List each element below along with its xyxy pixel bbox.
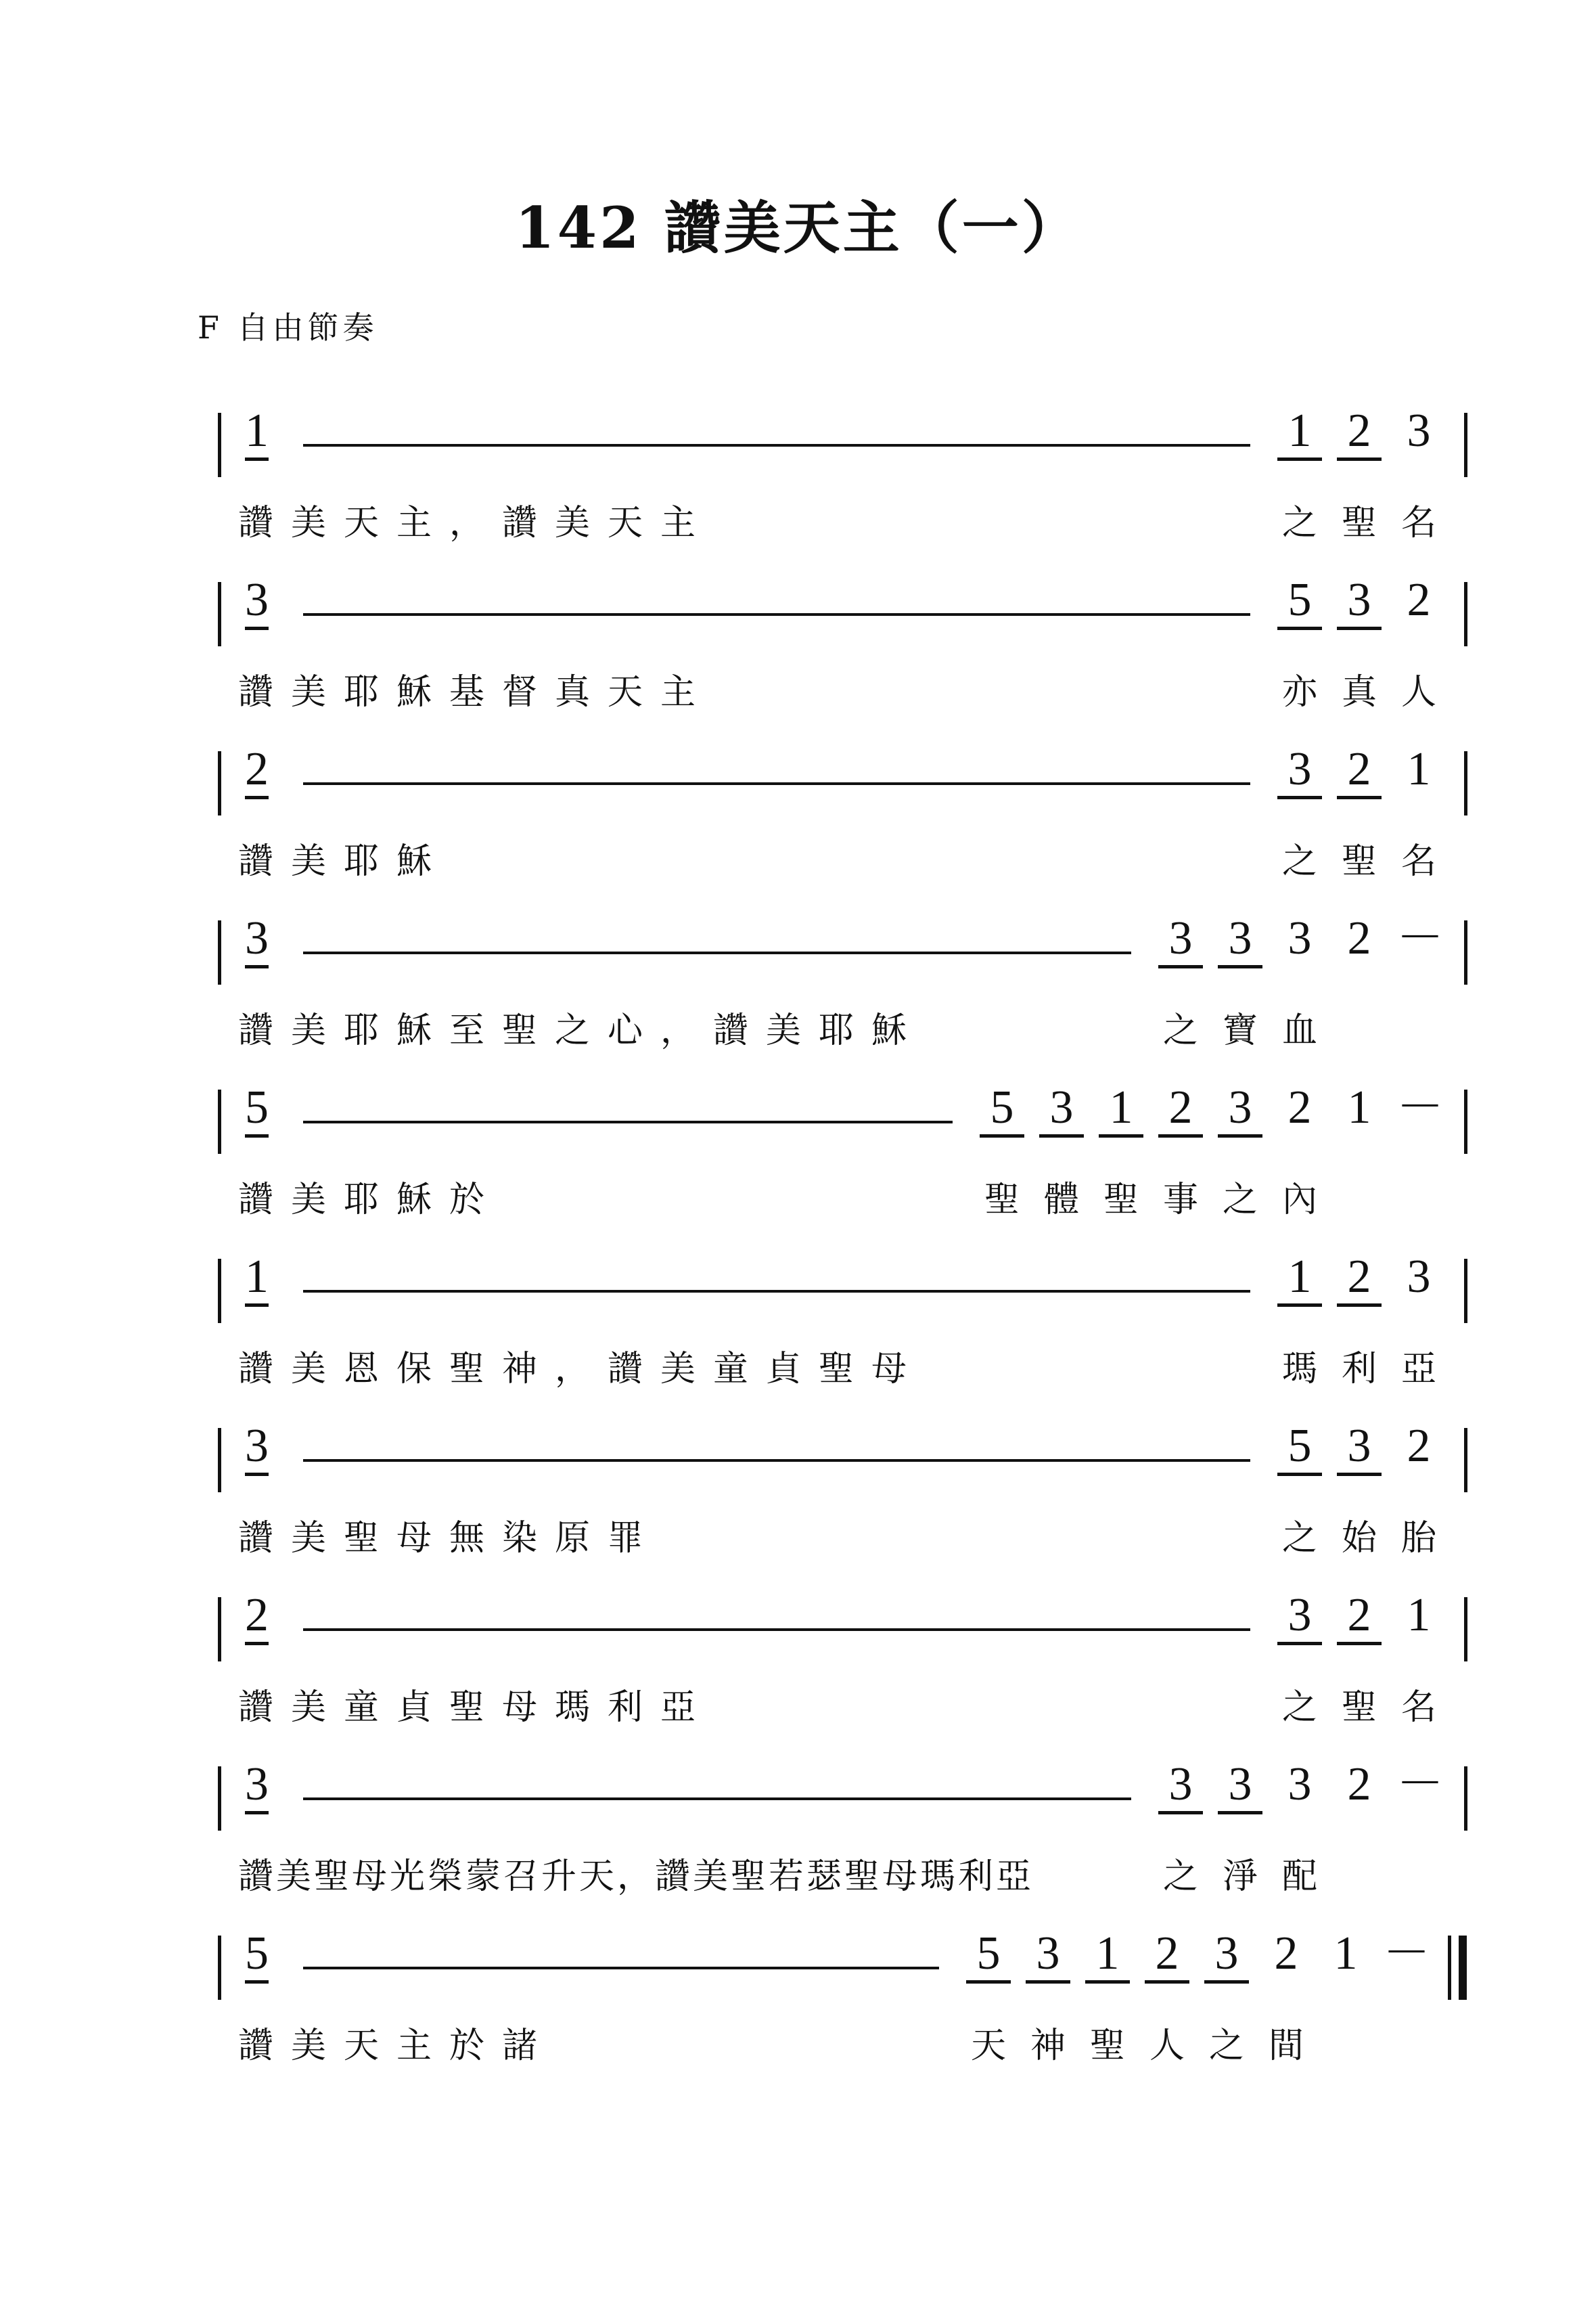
end-notes [1277, 1420, 1441, 1476]
lyric-char: 始 [1341, 1518, 1377, 1559]
hold-line [303, 1797, 1131, 1800]
end-notes [1158, 912, 1444, 968]
barline-right [1464, 1766, 1467, 1831]
end-notes [966, 1927, 1428, 1984]
barline-left [218, 1090, 221, 1154]
barline-left [218, 751, 221, 815]
note: 1 [1099, 1081, 1143, 1138]
lyric: 讚美耶穌至聖之心，讚美耶穌 [238, 1010, 925, 1051]
note: 2 [1407, 1420, 1431, 1472]
note: － [1383, 1927, 1430, 1980]
end-lyric [1158, 1848, 1322, 1898]
end-lyric [1277, 1678, 1441, 1729]
barline-right [1464, 1428, 1467, 1492]
lyric: 讚美耶穌基督真天主 [238, 672, 714, 713]
score-line [0, 399, 1596, 568]
lyric: 讚美耶穌於 [238, 1180, 503, 1220]
note: 1 [1277, 1251, 1322, 1307]
start-note: 5 [245, 1927, 269, 1984]
note: 2 [1347, 1758, 1371, 1810]
score-line [0, 907, 1596, 1076]
end-lyric [980, 1171, 1322, 1222]
barline-right [1464, 413, 1467, 477]
hold-line [303, 1628, 1250, 1631]
lyric-char: 之 [1222, 1180, 1258, 1220]
lyric-char: 神 [1030, 2026, 1066, 2066]
lyric-char: 亦 [1281, 672, 1317, 713]
start-note: 2 [245, 743, 269, 799]
score-line [0, 1584, 1596, 1753]
note: 5 [1277, 574, 1322, 630]
lyric-char: 人 [1400, 672, 1436, 713]
note: 2 [1337, 1589, 1382, 1645]
note: 1 [1407, 743, 1431, 795]
note: 2 [1337, 743, 1382, 799]
lyric-char: 之 [1281, 1518, 1317, 1559]
note: 2 [1145, 1927, 1189, 1984]
note: 3 [1337, 574, 1382, 630]
end-notes [980, 1081, 1444, 1138]
end-notes [1277, 405, 1441, 461]
start-note: 1 [245, 1251, 269, 1307]
end-lyric [1277, 1509, 1441, 1560]
lyric-char: 聖 [984, 1180, 1020, 1220]
lyric: 讚美聖母光榮蒙召升天，讚美聖若瑟聖母瑪利亞 [238, 1856, 1034, 1897]
end-lyric [1158, 1002, 1322, 1052]
lyric-char: 寶 [1222, 1010, 1258, 1051]
lyric-char: 聖 [1341, 841, 1377, 882]
score-line [0, 738, 1596, 907]
note: 3 [1158, 912, 1203, 968]
end-notes [1158, 1758, 1444, 1814]
hold-line [303, 952, 1131, 954]
note: 3 [1407, 405, 1431, 457]
note: 2 [1287, 1081, 1312, 1134]
lyric: 讚美天主於諸 [238, 2026, 555, 2066]
lyric-char: 體 [1043, 1180, 1079, 1220]
score-line [0, 1414, 1596, 1584]
lyric-char: 胎 [1400, 1518, 1436, 1559]
note: 3 [1218, 1758, 1262, 1814]
note: 3 [1407, 1251, 1431, 1303]
lyric-char: 之 [1281, 1687, 1317, 1728]
lyric-char: 聖 [1341, 503, 1377, 543]
lyric-char: 利 [1341, 1349, 1377, 1389]
end-notes [1277, 1251, 1441, 1307]
note: 3 [1039, 1081, 1084, 1138]
lyric-char: 之 [1162, 1856, 1198, 1897]
lyric-char: 內 [1281, 1180, 1317, 1220]
lyric-char: 事 [1162, 1180, 1198, 1220]
lyric-char: 名 [1400, 503, 1436, 543]
note: 5 [966, 1927, 1011, 1984]
note: 2 [1337, 405, 1382, 461]
end-notes [1277, 574, 1441, 630]
note: 5 [1277, 1420, 1322, 1476]
lyric-char: 瑪 [1281, 1349, 1317, 1389]
note: 1 [1085, 1927, 1130, 1984]
hold-line [303, 1290, 1250, 1293]
hold-line [303, 782, 1250, 785]
note: － [1396, 912, 1444, 964]
final-barline-thick [1459, 1936, 1467, 2000]
barline-left [218, 413, 221, 477]
end-lyric [966, 2017, 1308, 2068]
end-lyric [1277, 494, 1441, 545]
start-note: 3 [245, 574, 269, 630]
note: 1 [1407, 1589, 1431, 1641]
barline-left [218, 1936, 221, 2000]
note: － [1396, 1081, 1444, 1134]
note: 1 [1277, 405, 1322, 461]
barline-right [1464, 1597, 1467, 1661]
start-note: 1 [245, 405, 269, 461]
note: 3 [1277, 743, 1322, 799]
lyric: 讚美耶穌 [238, 841, 450, 882]
note: 2 [1274, 1927, 1298, 1980]
lyric: 讚美童貞聖母瑪利亞 [238, 1687, 714, 1728]
page-title: 142 讚美天主（一） [515, 194, 1081, 261]
note: 1 [1347, 1081, 1371, 1134]
barline-right [1464, 1259, 1467, 1323]
barline-right [1464, 582, 1467, 646]
hold-line [303, 613, 1250, 616]
note: 1 [1333, 1927, 1358, 1980]
barline-right [1464, 751, 1467, 815]
hold-line [303, 444, 1250, 447]
lyric-char: 聖 [1103, 1180, 1139, 1220]
lyric: 讚美恩保聖神，讚美童貞聖母 [238, 1349, 925, 1389]
note: 3 [1287, 912, 1312, 964]
final-barline-thin [1448, 1936, 1451, 2000]
note: 3 [1158, 1758, 1203, 1814]
barline-left [218, 1597, 221, 1661]
lyric-char: 之 [1162, 1010, 1198, 1051]
note: 5 [980, 1081, 1024, 1138]
lyric: 讚美天主，讚美天主 [238, 503, 714, 543]
start-note: 5 [245, 1081, 269, 1138]
barline-right [1464, 1090, 1467, 1154]
lyric-char: 真 [1341, 672, 1377, 713]
end-notes [1277, 743, 1441, 799]
note: 3 [1218, 912, 1262, 968]
barline-left [218, 1766, 221, 1831]
note: 2 [1158, 1081, 1203, 1138]
note: 3 [1277, 1589, 1322, 1645]
note: 3 [1337, 1420, 1382, 1476]
note: 3 [1218, 1081, 1262, 1138]
lyric: 讚美聖母無染原罪 [238, 1518, 661, 1559]
start-note: 2 [245, 1589, 269, 1645]
barline-left [218, 1428, 221, 1492]
lyric-char: 聖 [1341, 1687, 1377, 1728]
lyric-char: 之 [1281, 841, 1317, 882]
start-note: 3 [245, 1420, 269, 1476]
score-line [0, 1753, 1596, 1922]
score-line [0, 1076, 1596, 1245]
lyric-char: 人 [1149, 2026, 1185, 2066]
note: 2 [1337, 1251, 1382, 1307]
note: 3 [1287, 1758, 1312, 1810]
lyric-char: 血 [1281, 1010, 1317, 1051]
lyric-char: 配 [1281, 1856, 1317, 1897]
score-line [0, 568, 1596, 738]
barline-left [218, 582, 221, 646]
tempo-marking: F 自由節奏 [198, 309, 378, 346]
lyric-char: 名 [1400, 841, 1436, 882]
hold-line [303, 1967, 939, 1969]
barline-right [1464, 920, 1467, 985]
score-line [0, 1245, 1596, 1414]
note: 3 [1026, 1927, 1070, 1984]
lyric-char: 名 [1400, 1687, 1436, 1728]
hold-line [303, 1459, 1250, 1462]
lyric-char: 之 [1208, 2026, 1244, 2066]
barline-left [218, 920, 221, 985]
note: 2 [1407, 574, 1431, 626]
note: 2 [1347, 912, 1371, 964]
start-note: 3 [245, 912, 269, 968]
note: － [1396, 1758, 1444, 1810]
note: 3 [1204, 1927, 1249, 1984]
end-lyric [1277, 1340, 1441, 1391]
hold-line [303, 1121, 953, 1123]
lyric-char: 聖 [1089, 2026, 1125, 2066]
lyric-char: 間 [1268, 2026, 1304, 2066]
end-lyric [1277, 663, 1441, 714]
lyric-char: 亞 [1400, 1349, 1436, 1389]
lyric-char: 之 [1281, 503, 1317, 543]
barline-left [218, 1259, 221, 1323]
lyric-char: 天 [970, 2026, 1006, 2066]
end-lyric [1277, 832, 1441, 883]
score-line [0, 1922, 1596, 2091]
end-notes [1277, 1589, 1441, 1645]
lyric-char: 淨 [1222, 1856, 1258, 1897]
start-note: 3 [245, 1758, 269, 1814]
